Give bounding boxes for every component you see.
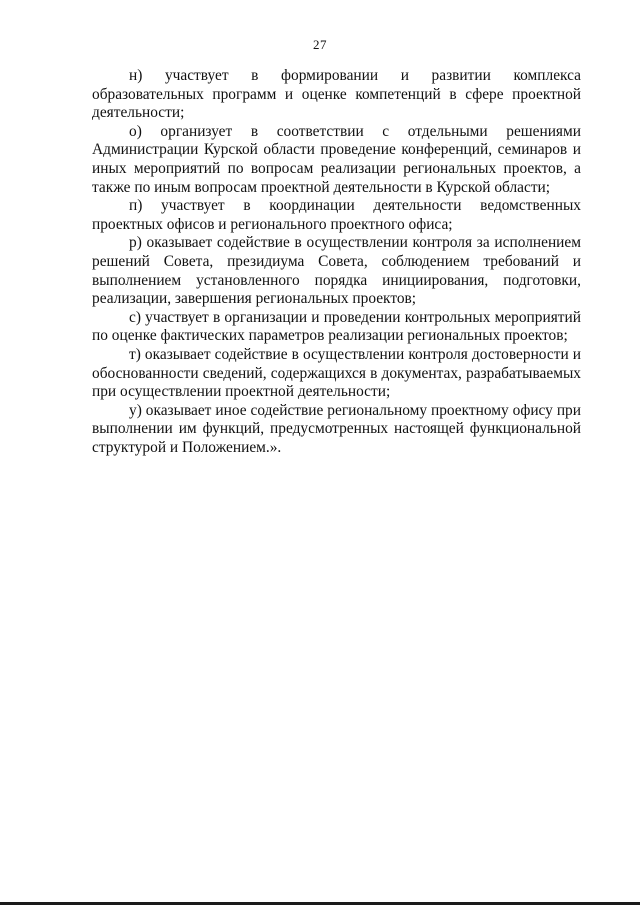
paragraph-r: р) оказывает содействие в осуществлении контроля за исполнением решений Совета, президиума Совета, соблюдением требований и выполнением установленного порядка инициирования, подготовки, реализации, завершения региональных проектов; [92,234,581,308]
paragraph-o: о) организует в соответствии с отдельными решениями Администрации Курской области проведение конференций, семинаров и иных мероприятий по вопросам реализации региональных проектов, а также по иным вопросам проектной деятельности в Курской области; [92,122,581,196]
document-body [92,67,581,457]
paragraph-n: н) участвует в формировании и развитии комплекса образовательных программ и оценке компетенций в сфере проектной деятельности; [92,67,581,122]
paragraph-s: с) участвует в организации и проведении контрольных мероприятий по оценке фактических параметров реализации региональных проектов; [92,308,581,345]
paragraph-t: т) оказывает содействие в осуществлении контроля достоверности и обоснованности сведений, содержащихся в документах, разрабатываемых при осуществлении проектной деятельности; [92,345,581,401]
page-number: 27 [313,37,327,52]
paragraph-u: у) оказывает иное содействие региональному проектному офису при выполнении им функций, предусмотренных настоящей функциональной структурой и Положением.». [92,401,581,456]
paragraph-p: п) участвует в координации деятельности ведомственных проектных офисов и регионального проектного офиса; [92,197,581,233]
